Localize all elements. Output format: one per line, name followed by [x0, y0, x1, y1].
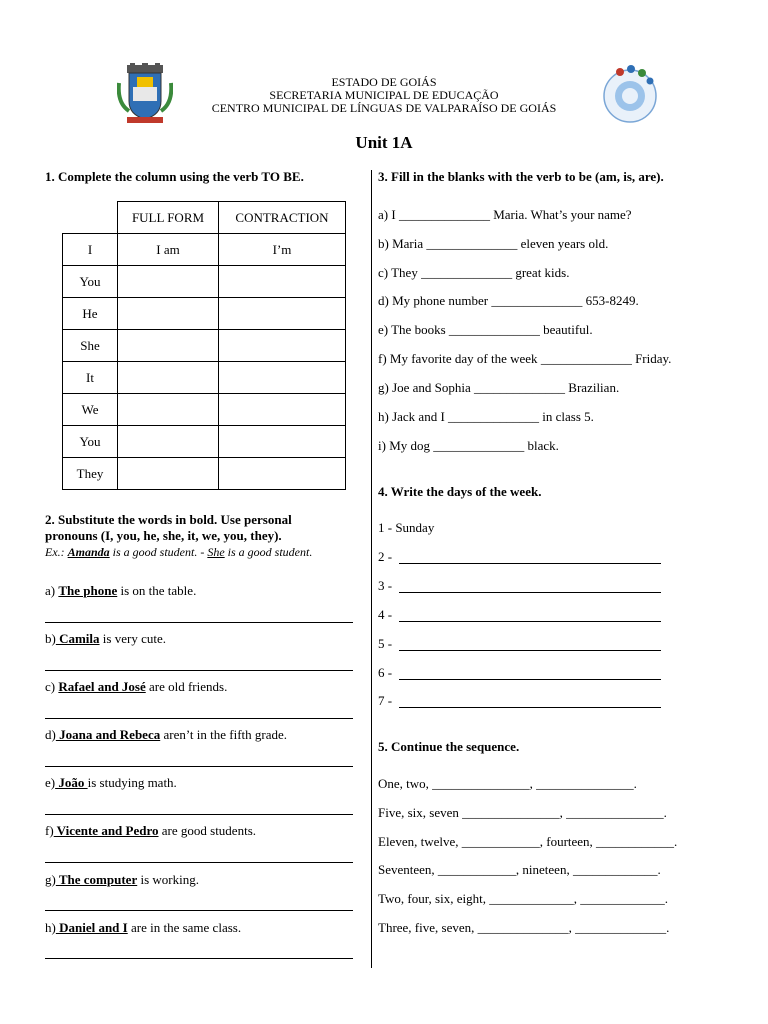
item-letter: h): [45, 920, 56, 935]
contraction-cell[interactable]: [219, 458, 346, 490]
answer-line[interactable]: [45, 622, 353, 623]
header-center: CENTRO MUNICIPAL DE LÍNGUAS DE VALPARAÍSO DE GOIÁS: [211, 101, 557, 115]
contraction-cell[interactable]: [219, 298, 346, 330]
sentence-end: great kids.: [512, 265, 570, 280]
full-form-cell[interactable]: [118, 266, 219, 298]
q3-item: [378, 293, 639, 309]
q3-item: [378, 236, 608, 252]
header-state: ESTADO DE GOIÁS: [331, 75, 437, 89]
item-rest: is working.: [137, 872, 199, 887]
table-row: [63, 266, 346, 298]
contraction-cell[interactable]: [219, 266, 346, 298]
sentence-start: c) They: [378, 265, 422, 280]
contraction-cell[interactable]: [219, 426, 346, 458]
example-bold-word: Amanda: [67, 545, 110, 559]
q2-item-e: [45, 775, 177, 791]
table-row: [63, 426, 346, 458]
sentence-start: h) Jack and I: [378, 409, 449, 424]
answer-line[interactable]: [399, 621, 661, 622]
q2-item-b: [45, 631, 166, 647]
answer-line[interactable]: [45, 862, 353, 863]
q3-item: [378, 207, 632, 223]
full-form-cell[interactable]: [118, 458, 219, 490]
table-row: [63, 234, 346, 266]
fill-blank[interactable]: ______________: [491, 293, 583, 308]
answer-line[interactable]: [399, 592, 661, 593]
item-bold-words: The computer: [55, 872, 138, 887]
answer-line[interactable]: [45, 718, 353, 719]
verb-to-be-table: [62, 201, 346, 490]
answer-line[interactable]: [45, 958, 353, 959]
contraction-cell[interactable]: [219, 394, 346, 426]
item-letter: b): [45, 631, 56, 646]
sentence-start: i) My dog: [378, 438, 434, 453]
sentence-end: eleven years old.: [517, 236, 609, 251]
fill-blank[interactable]: ______________: [448, 409, 540, 424]
full-form-cell[interactable]: I am: [118, 234, 219, 266]
item-bold-words: Camila: [55, 631, 100, 646]
example-middle: is a good student. -: [109, 545, 208, 559]
item-rest: are good students.: [158, 823, 256, 838]
pronoun-cell: It: [63, 362, 118, 394]
item-bold-words: The phone: [58, 583, 118, 598]
full-form-cell[interactable]: [118, 362, 219, 394]
fill-blank[interactable]: ______________: [421, 265, 513, 280]
table-corner: [63, 202, 118, 234]
full-form-cell[interactable]: [118, 330, 219, 362]
answer-line[interactable]: [399, 679, 661, 680]
sequence-item[interactable]: Eleven, twelve, ____________, fourteen, ____________.: [378, 834, 678, 849]
sequence-item[interactable]: Five, six, seven _______________, _______________.: [378, 805, 667, 820]
sentence-end: black.: [524, 438, 559, 453]
answer-line[interactable]: [45, 766, 353, 767]
q3-item: [378, 409, 594, 425]
column-header-full-form: FULL FORM: [118, 202, 219, 234]
item-rest: are in the same class.: [127, 920, 242, 935]
page-title: Unit 1A: [355, 133, 413, 152]
q5-heading: 5. Continue the sequence.: [378, 739, 520, 754]
day-item: 5 -: [378, 636, 393, 651]
sequence-item[interactable]: One, two, _______________, _______________.: [378, 776, 637, 791]
answer-line[interactable]: [45, 910, 353, 911]
item-letter: f): [45, 823, 54, 838]
answer-line[interactable]: [45, 670, 353, 671]
table-row: [63, 330, 346, 362]
pronoun-cell: You: [63, 266, 118, 298]
sentence-end: beautiful.: [539, 322, 593, 337]
sentence-end: Brazilian.: [565, 380, 620, 395]
day-item: 1 - Sunday: [378, 520, 435, 535]
answer-line[interactable]: [399, 563, 661, 564]
q3-item: [378, 322, 593, 338]
sentence-end: in class 5.: [539, 409, 594, 424]
q2-item-f: [45, 823, 256, 839]
answer-line[interactable]: [399, 707, 661, 708]
q3-item: [378, 265, 569, 281]
item-bold-words: Joana and Rebeca: [55, 727, 161, 742]
q3-item: [378, 438, 559, 454]
item-rest: is very cute.: [99, 631, 166, 646]
q2-item-c: [45, 679, 227, 695]
item-bold-words: João: [55, 775, 88, 790]
q2-heading-line2: pronouns (I, you, he, she, it, we, you, they).: [45, 528, 282, 543]
pronoun-cell: They: [63, 458, 118, 490]
example-pronoun: She: [207, 545, 225, 559]
q3-item: [378, 351, 671, 367]
contraction-cell[interactable]: [219, 330, 346, 362]
sentence-end: 653-8249.: [582, 293, 639, 308]
item-letter: e): [45, 775, 56, 790]
sequence-item[interactable]: Seventeen, ____________, nineteen, _____________.: [378, 862, 661, 877]
item-bold-words: Daniel and I: [55, 920, 128, 935]
fill-blank[interactable]: ______________: [398, 207, 490, 222]
q3-heading: 3. Fill in the blanks with the verb to be (am, is, are).: [378, 169, 664, 184]
q3-item: [378, 380, 619, 396]
item-bold-words: Vicente and Pedro: [53, 823, 159, 838]
sequence-item[interactable]: Two, four, six, eight, _____________, _____________.: [378, 891, 668, 906]
item-letter: g): [45, 872, 56, 887]
example-prefix: Ex.:: [45, 545, 68, 559]
q4-heading: 4. Write the days of the week.: [378, 484, 542, 499]
sentence-start: d) My phone number: [378, 293, 492, 308]
table-row: [63, 298, 346, 330]
fill-blank[interactable]: ______________: [540, 351, 632, 366]
sentence-start: b) Maria: [378, 236, 427, 251]
q1-heading: 1. Complete the column using the verb TO BE.: [45, 169, 304, 184]
answer-line[interactable]: [45, 814, 353, 815]
q2-item-h: [45, 920, 241, 936]
day-item: 3 -: [378, 578, 393, 593]
q2-example: [45, 545, 312, 560]
q2-item-g: [45, 872, 199, 888]
sentence-end: Maria. What’s your name?: [489, 207, 632, 222]
day-item: 6 -: [378, 665, 393, 680]
day-item: 2 -: [378, 549, 393, 564]
q2-item-a: [45, 583, 196, 599]
table-row: [63, 458, 346, 490]
table-row: [63, 394, 346, 426]
pronoun-cell: You: [63, 426, 118, 458]
item-bold-words: Rafael and José: [58, 679, 146, 694]
column-header-contraction: CONTRACTION: [219, 202, 346, 234]
sentence-end: Friday.: [631, 351, 672, 366]
sentence-start: e) The books: [378, 322, 449, 337]
day-item: 4 -: [378, 607, 393, 622]
pronoun-cell: I: [63, 234, 118, 266]
fill-blank[interactable]: ______________: [426, 236, 518, 251]
pronoun-cell: She: [63, 330, 118, 362]
item-rest: is studying math.: [87, 775, 177, 790]
example-suffix: is a good student.: [224, 545, 313, 559]
full-form-cell[interactable]: [118, 298, 219, 330]
item-rest: aren’t in the fifth grade.: [160, 727, 288, 742]
pronoun-cell: He: [63, 298, 118, 330]
q2-item-d: [45, 727, 287, 743]
item-rest: are old friends.: [145, 679, 228, 694]
fill-blank[interactable]: ______________: [448, 322, 540, 337]
sentence-start: a) I: [378, 207, 399, 222]
sentence-start: f) My favorite day of the week: [378, 351, 541, 366]
contraction-cell[interactable]: I’m: [219, 234, 346, 266]
table-row: [63, 362, 346, 394]
answer-line[interactable]: [399, 650, 661, 651]
sentence-start: g) Joe and Sophia: [378, 380, 475, 395]
item-letter: c): [45, 679, 59, 694]
item-rest: is on the table.: [117, 583, 197, 598]
header-secretary: SECRETARIA MUNICIPAL DE EDUCAÇÃO: [269, 88, 499, 102]
pronoun-cell: We: [63, 394, 118, 426]
column-divider: [371, 170, 372, 968]
q2-heading-line1: 2. Substitute the words in bold. Use personal: [45, 512, 292, 527]
day-item: 7 -: [378, 693, 393, 708]
fill-blank[interactable]: ______________: [474, 380, 566, 395]
contraction-cell[interactable]: [219, 362, 346, 394]
full-form-cell[interactable]: [118, 426, 219, 458]
item-letter: d): [45, 727, 56, 742]
full-form-cell[interactable]: [118, 394, 219, 426]
item-letter: a): [45, 583, 59, 598]
sequence-item[interactable]: Three, five, seven, ______________, ______________.: [378, 920, 670, 935]
fill-blank[interactable]: ______________: [433, 438, 525, 453]
